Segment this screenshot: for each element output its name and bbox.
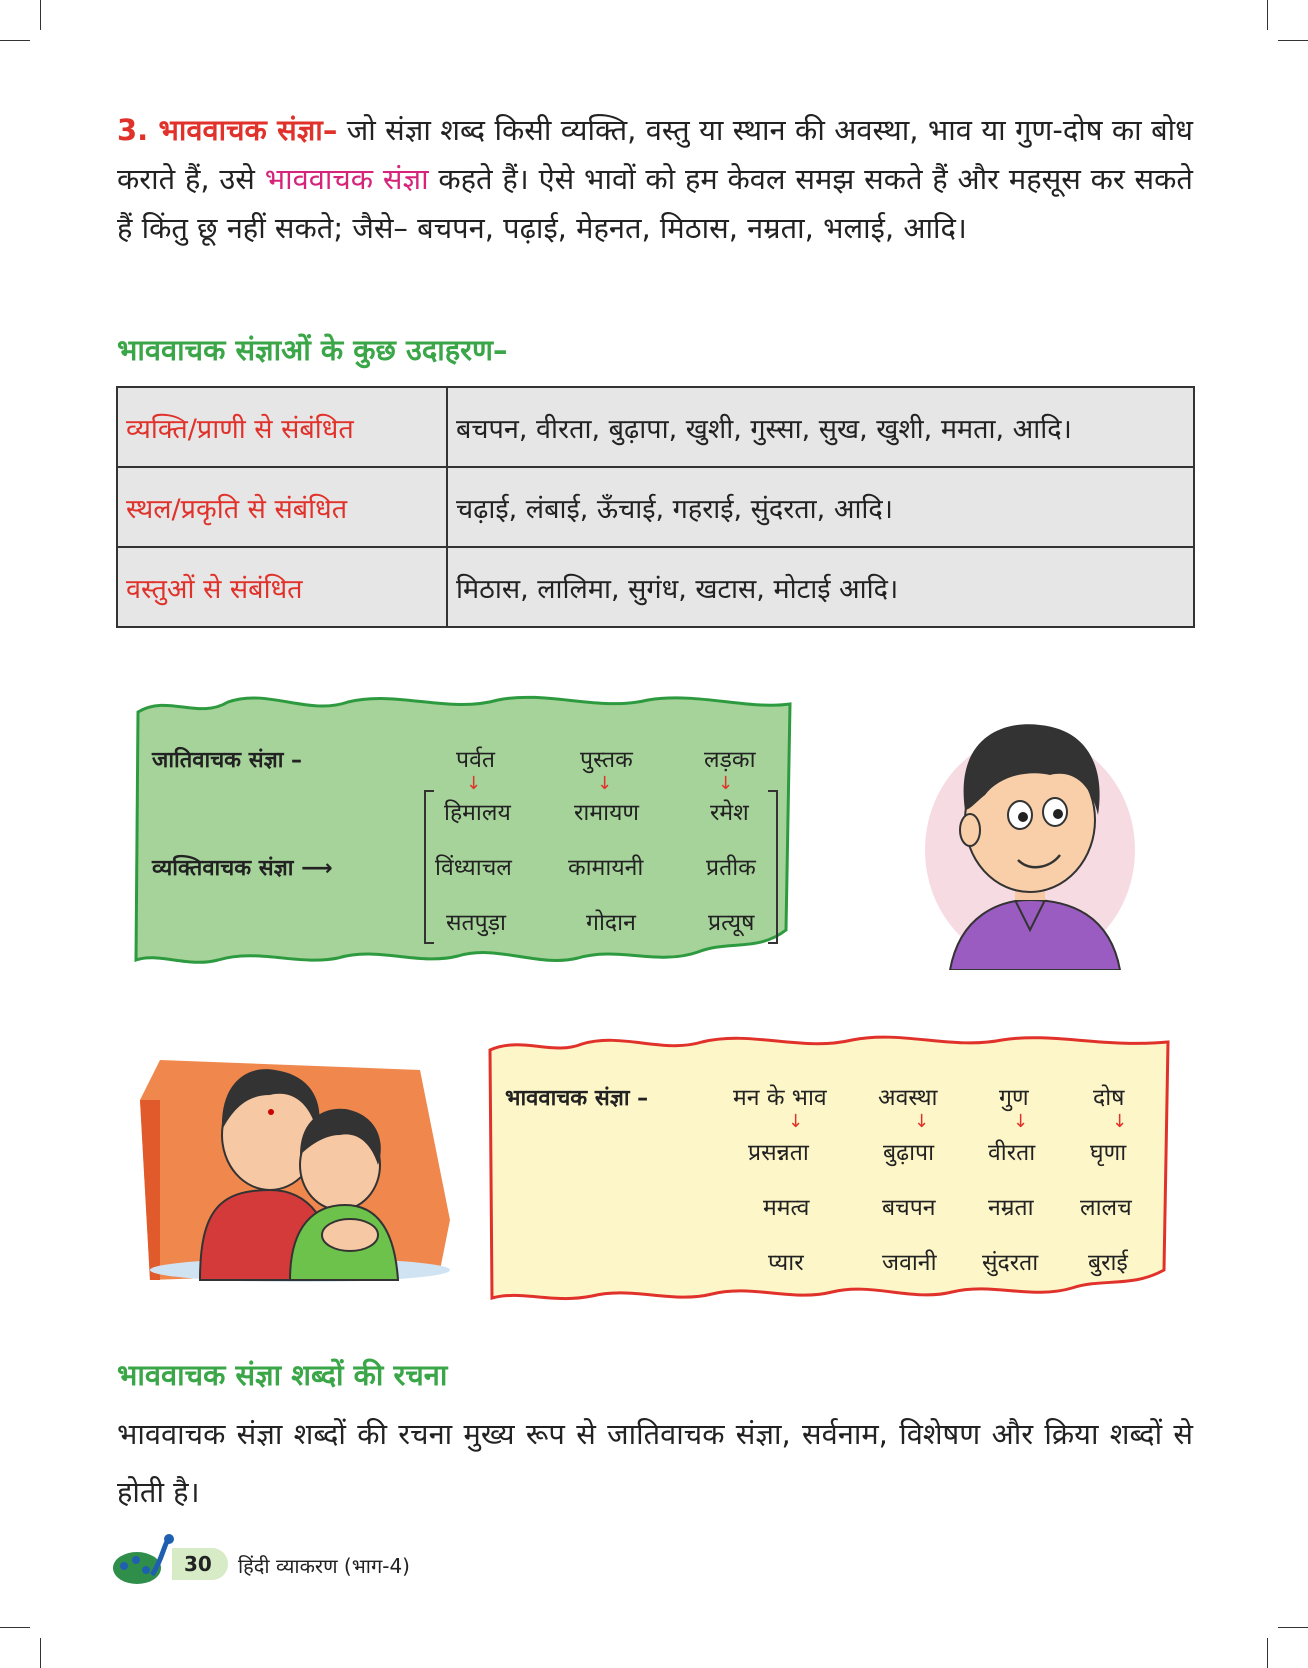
down-arrow-icon: ↓ (718, 773, 734, 794)
abstract-word: घृणा (1090, 1140, 1127, 1166)
yellow-scroll-box (482, 1030, 1176, 1312)
category-cell: वस्तुओं से संबंधित (117, 547, 447, 627)
proper-word: सतपुड़ा (446, 910, 506, 936)
common-word: लड़का (704, 747, 756, 773)
down-arrow-icon: ↓ (597, 773, 613, 794)
boy-illustration (920, 700, 1150, 970)
crop-mark (1267, 1638, 1268, 1668)
common-word: पर्वत (456, 747, 495, 773)
abstract-header: मन के भाव (733, 1085, 827, 1111)
proper-word: गोदान (586, 910, 636, 936)
proper-word: रमेश (710, 800, 749, 826)
down-arrow-icon: ↓ (1112, 1111, 1128, 1132)
table-row (117, 547, 1194, 627)
common-word: पुस्तक (580, 747, 633, 773)
words-cell: बचपन, वीरता, बुढ़ापा, खुशी, गुस्सा, सुख, खुशी, ममता, आदि। (447, 387, 1194, 467)
abstract-word: जवानी (882, 1250, 937, 1276)
down-arrow-icon: ↓ (466, 773, 482, 794)
page-number: 30 (184, 1552, 212, 1576)
proper-noun-label: व्यक्तिवाचक संज्ञा ⟶ (152, 856, 333, 881)
proper-word: विंध्याचल (435, 855, 512, 881)
crop-mark (0, 1627, 30, 1628)
crop-mark (1278, 40, 1308, 41)
words-cell: चढ़ाई, लंबाई, ऊँचाई, गहराई, सुंदरता, आदि। (447, 467, 1194, 547)
definition-text-2: कहते हैं। ऐसे भावों को हम केवल समझ सकते हैं और महसूस कर सकते हैं किंतु छू नहीं सकते; जैसे– बचपन, पढ़ाई, मेहनत, मिठास, नम्रता, भलाई, आदि। (117, 162, 1193, 245)
abstract-header: गुण (999, 1085, 1029, 1111)
table-row (117, 387, 1194, 467)
abstract-word: बुढ़ापा (883, 1140, 935, 1166)
crop-mark (1278, 1627, 1308, 1628)
composition-paragraph: भाववाचक संज्ञा शब्दों की रचना मुख्य रूप से जातिवाचक संज्ञा, सर्वनाम, विशेषण और क्रिया शब्दों से होती है। (117, 1417, 1193, 1509)
definition-paragraph (117, 106, 1193, 253)
abstract-noun-label: भाववाचक संज्ञा – (505, 1086, 649, 1111)
down-arrow-icon: ↓ (914, 1111, 930, 1132)
abstract-header: दोष (1093, 1085, 1125, 1111)
abstract-word: ममत्व (763, 1195, 810, 1221)
abstract-header: अवस्था (878, 1085, 938, 1111)
proper-word: रामायण (574, 800, 640, 826)
words-cell: मिठास, लालिमा, सुगंध, खटास, मोटाई आदि। (447, 547, 1194, 627)
examples-table (116, 386, 1195, 628)
composition-heading: भाववाचक संज्ञा शब्दों की रचना (117, 1358, 448, 1392)
common-noun-label: जातिवाचक संज्ञा – (152, 748, 303, 773)
down-arrow-icon: ↓ (1013, 1111, 1029, 1132)
proper-word: कामायनी (568, 855, 644, 881)
abstract-word: लालच (1080, 1195, 1132, 1221)
category-cell: व्यक्ति/प्राणी से संबंधित (117, 387, 447, 467)
abstract-word: बचपन (882, 1195, 936, 1221)
abstract-word: प्यार (768, 1250, 804, 1276)
proper-word: प्रत्यूष (708, 910, 755, 936)
abstract-word: सुंदरता (982, 1250, 1039, 1276)
examples-heading: भाववाचक संज्ञाओं के कुछ उदाहरण– (117, 333, 508, 367)
abstract-word: बुराई (1088, 1250, 1128, 1276)
down-arrow-icon: ↓ (788, 1111, 804, 1132)
right-bracket (768, 790, 778, 944)
left-bracket (424, 790, 434, 944)
proper-word: हिमालय (444, 800, 511, 826)
proper-word: प्रतीक (706, 855, 756, 881)
definition-text-1: जो संज्ञा शब्द किसी व्यक्ति, वस्तु या स्थान की अवस्था, भाव या गुण-दोष का बोध कराते हैं, उसे (117, 113, 1194, 196)
mother-child-illustration (140, 1040, 460, 1290)
category-cell: स्थल/प्रकृति से संबंधित (117, 467, 447, 547)
table-row (117, 467, 1194, 547)
crop-mark (40, 0, 41, 30)
abstract-word: नम्रता (988, 1195, 1034, 1221)
abstract-word: वीरता (988, 1140, 1036, 1166)
crop-mark (40, 1638, 41, 1668)
book-title: हिंदी व्याकरण (भाग-4) (238, 1554, 410, 1578)
section-title: 3. भाववाचक संज्ञा– (117, 113, 338, 147)
crop-mark (1267, 0, 1268, 30)
abstract-word: प्रसन्नता (748, 1140, 809, 1166)
term-highlight: भाववाचक संज्ञा (264, 162, 429, 196)
crop-mark (0, 40, 30, 41)
